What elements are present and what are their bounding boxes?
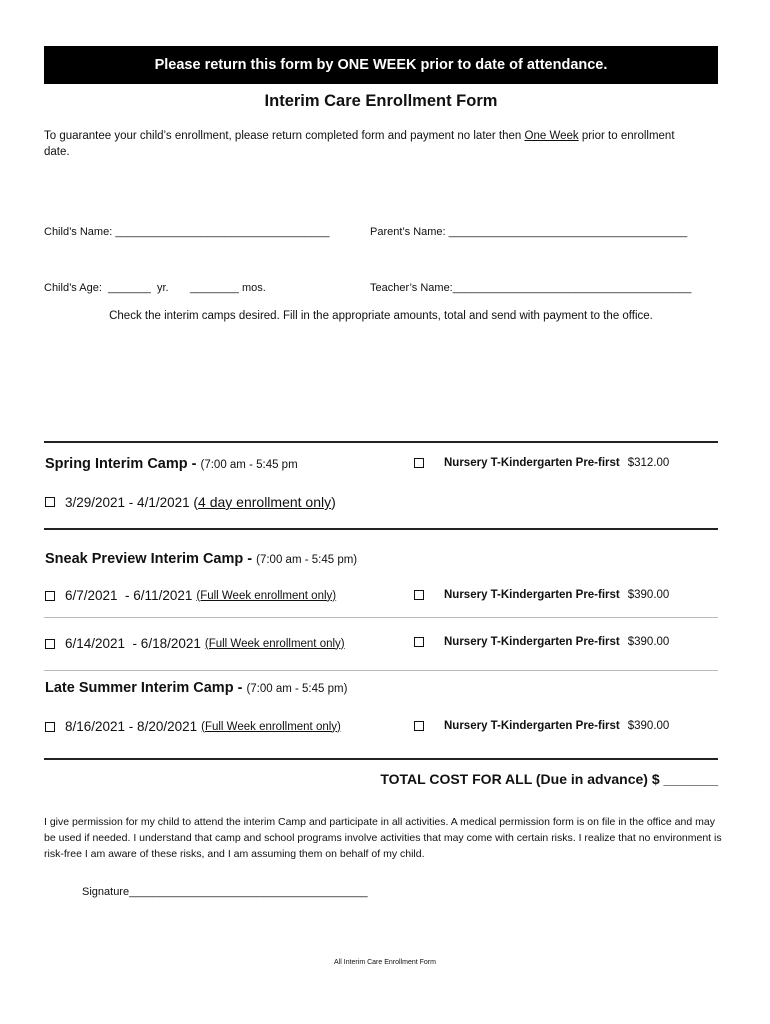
spring-grade-checkbox[interactable]	[414, 458, 424, 468]
sneak-session-2-note: (Full Week enrollment only)	[204, 637, 345, 650]
late-camp-time: (7:00 am - 5:45 pm)	[246, 683, 348, 695]
sneak-session-2-grade-option[interactable]	[414, 636, 669, 648]
permission-statement: I give permission for my child to attend the interim Camp and participate in all activities. A medical permission form is on file in the office and may be used if needed. I understand that camp and school programs involve activities that may come with certain risks. I realize that no environment is risk-free I am aware of these risks, and I am assuming them on behalf of my child.	[44, 816, 722, 860]
late-grade-option[interactable]	[414, 720, 669, 732]
sneak-session-1-note: (Full Week enrollment only)	[196, 589, 337, 602]
sneak-session-1-grade-option[interactable]	[414, 589, 669, 601]
section-divider	[44, 441, 718, 443]
spring-session-row[interactable]	[45, 494, 336, 510]
return-notice-banner	[44, 46, 718, 84]
late-grades: Nursery T-Kindergarten Pre-first	[444, 720, 620, 732]
late-session-dates: 8/16/2021 - 8/20/2021	[65, 719, 198, 734]
late-session-row[interactable]	[45, 719, 341, 734]
spring-note-open-paren: (	[193, 494, 199, 510]
sneak-session-2-grades: Nursery T-Kindergarten Pre-first	[444, 636, 620, 648]
sneak-session-1-checkbox[interactable]	[45, 591, 55, 601]
spring-session-dates: 3/29/2021 - 4/1/2021	[65, 494, 194, 510]
banner-text: Please return this form by ONE WEEK prior to date of attendance.	[154, 57, 608, 73]
sneak-session-2-price: $390.00	[627, 636, 670, 648]
sneak-camp-title: Sneak Preview Interim Camp -	[45, 551, 257, 567]
spring-grade-option[interactable]	[414, 457, 669, 469]
late-session-note: (Full Week enrollment only)	[201, 720, 341, 733]
row-divider	[44, 670, 718, 671]
row-divider	[44, 617, 718, 618]
spring-camp-title: Spring Interim Camp -	[45, 456, 201, 472]
sneak-session-1-grades: Nursery T-Kindergarten Pre-first	[444, 589, 620, 601]
section-divider	[44, 758, 718, 760]
child-age-field[interactable]: Child’s Age: _______ yr. ________ mos.	[44, 282, 266, 294]
parent-name-field[interactable]: Parent’s Name: _______________________________________	[370, 226, 688, 238]
spring-price: $312.00	[627, 457, 670, 469]
late-grade-checkbox[interactable]	[414, 721, 424, 731]
sneak-camp-heading	[45, 551, 357, 567]
signature-line[interactable]: Signature_______________________________________	[82, 886, 368, 898]
sneak-session-2-checkbox[interactable]	[45, 639, 55, 649]
spring-session-note: 4 day enrollment only	[198, 494, 332, 510]
spring-note-close-paren: )	[331, 494, 336, 510]
page-footer: All Interim Care Enrollment Form	[334, 959, 436, 966]
spring-camp-time: (7:00 am - 5:45 pm	[200, 459, 298, 471]
sneak-session-1-grade-checkbox[interactable]	[414, 590, 424, 600]
instructions: Check the interim camps desired. Fill in the appropriate amounts, total and send with payment to the office.	[109, 310, 653, 322]
late-camp-title: Late Summer Interim Camp -	[45, 680, 247, 696]
form-title: Interim Care Enrollment Form	[264, 92, 498, 110]
section-divider	[44, 528, 718, 530]
late-price: $390.00	[627, 720, 670, 732]
spring-session-checkbox[interactable]	[45, 497, 55, 507]
late-camp-heading	[45, 680, 347, 696]
spring-grades: Nursery T-Kindergarten Pre-first	[444, 457, 620, 469]
sneak-camp-time: (7:00 am - 5:45 pm)	[256, 554, 358, 566]
sneak-session-row-1[interactable]	[45, 588, 336, 603]
intro-text-before: To guarantee your child’s enrollment, please return completed form and payment no later then	[44, 130, 525, 142]
sneak-session-row-2[interactable]	[45, 636, 345, 651]
intro-text-after: prior to enrollment date.	[44, 130, 675, 158]
child-name-field[interactable]: Child’s Name: ___________________________________	[44, 226, 330, 238]
sneak-session-1-dates: 6/7/2021 - 6/11/2021	[65, 588, 193, 603]
sneak-session-1-price: $390.00	[627, 589, 670, 601]
sneak-session-2-dates: 6/14/2021 - 6/18/2021	[65, 636, 201, 651]
sneak-session-2-grade-checkbox[interactable]	[414, 637, 424, 647]
intro-deadline: One Week	[524, 130, 579, 142]
teacher-name-field[interactable]: Teacher’s Name:_______________________________________	[370, 282, 692, 294]
total-cost-line[interactable]: TOTAL COST FOR ALL (Due in advance) $ _______	[380, 771, 718, 787]
intro-paragraph	[44, 128, 694, 160]
late-session-checkbox[interactable]	[45, 722, 55, 732]
spring-camp-heading	[45, 456, 298, 472]
